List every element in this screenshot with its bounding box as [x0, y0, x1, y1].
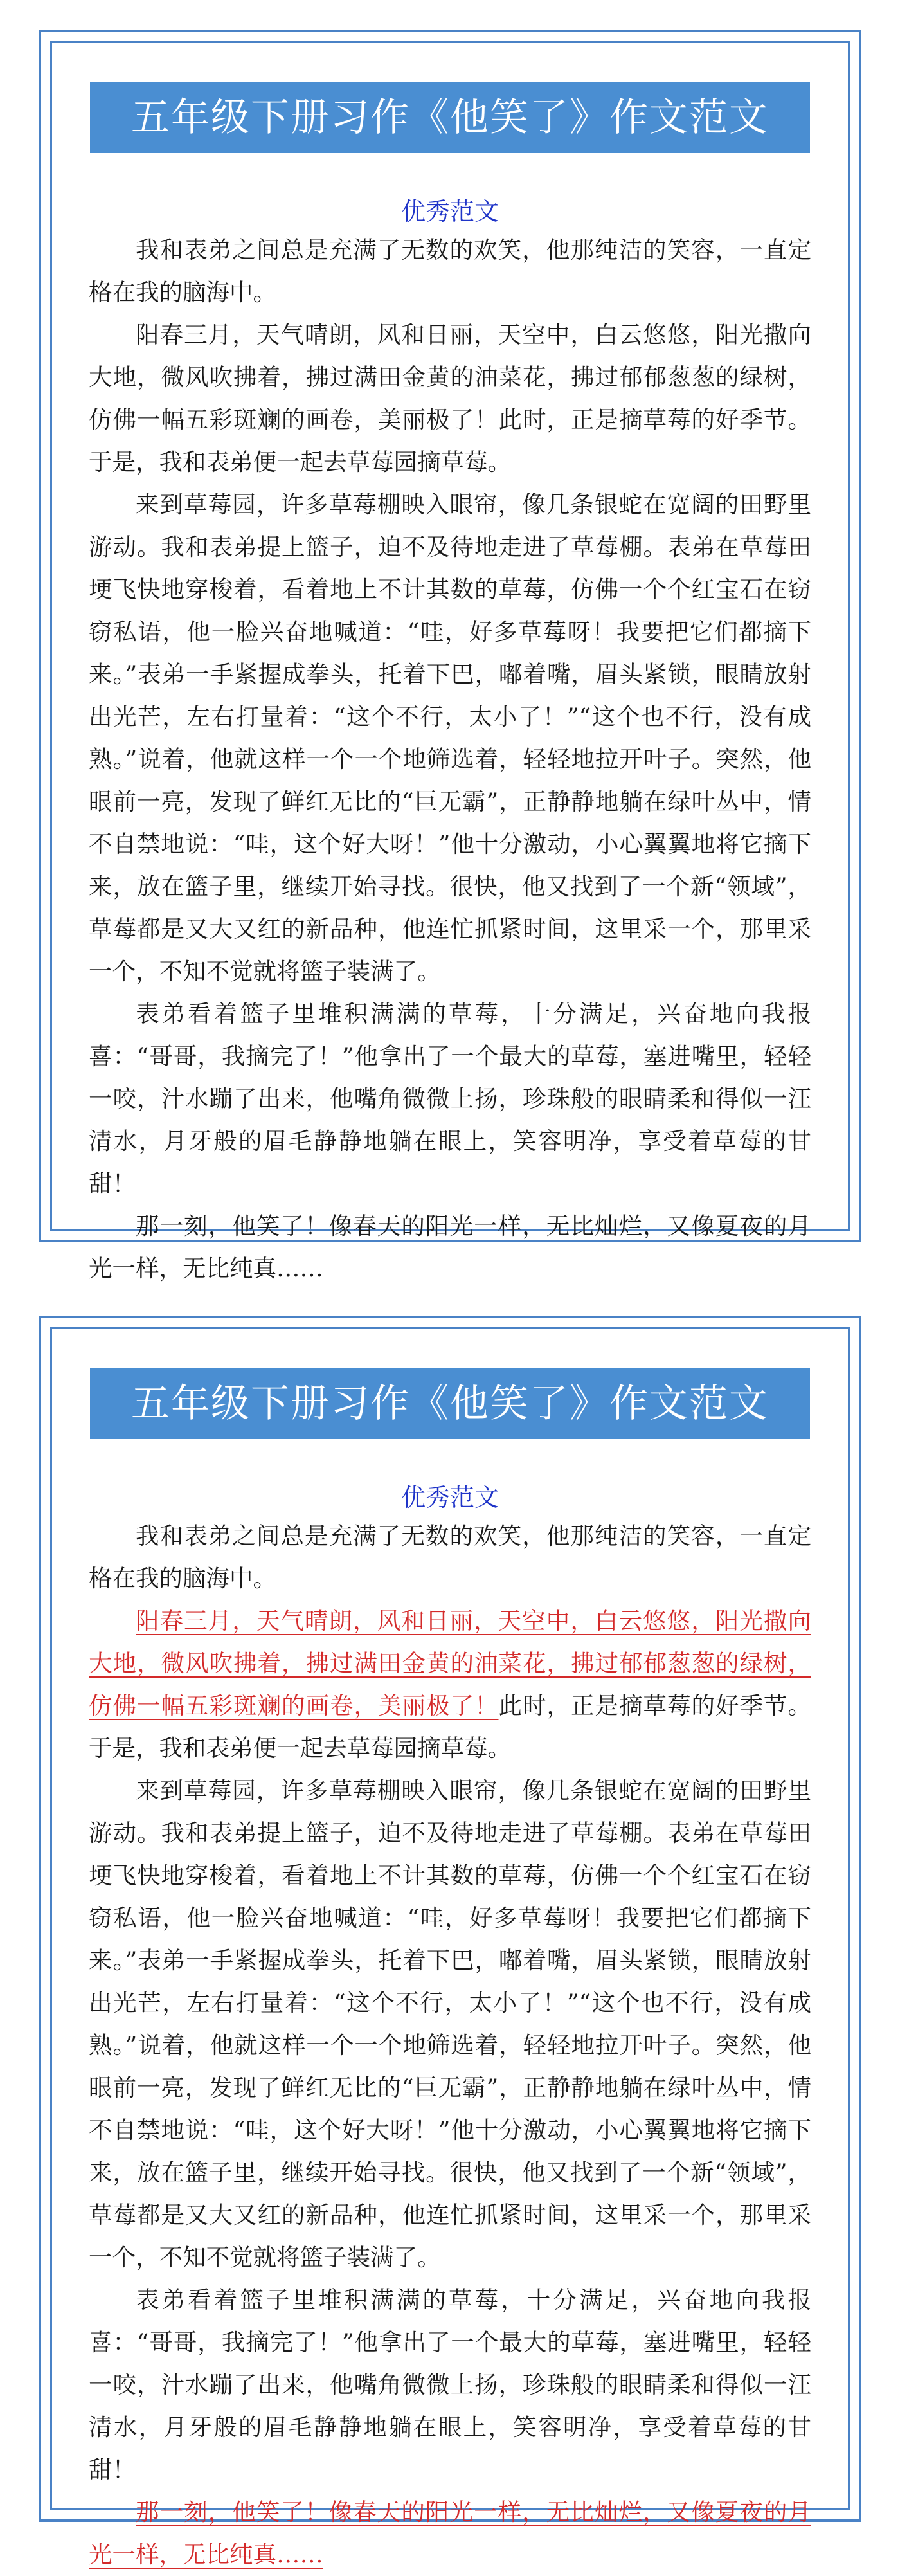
- paragraph-3: 来到草莓园，许多草莓棚映入眼帘，像几条银蛇在宽阔的田野里游动。我和表弟提上篮子，迫不及待地走进了草莓棚。表弟在草莓田埂飞快地穿梭着，看着地上不计其数的草莓，仿佛一个个红宝石在窃窃私语，他一脸兴奋地喊道：“哇，好多草莓呀！我要把它们都摘下来。”表弟一手紧握成拳头，托着下巴，嘟着嘴，眉头紧锁，眼睛放射出光芒，左右打量着：“这个不行，太小了！”“这个也不行，没有成熟。”说着，他就这样一个一个地筛选着，轻轻地拉开叶子。突然，他眼前一亮，发现了鲜红无比的“巨无霸”，正静静地躺在绿叶丛中，情不自禁地说：“哇，这个好大呀！”他十分激动，小心翼翼地将它摘下来，放在篮子里，继续开始寻找。很快，他又找到了一个新“领域”，草莓都是又大又红的新品种，他连忙抓紧时间，这里采一个，那里采一个，不知不觉就将篮子装满了。: [89, 1777, 811, 2271]
- paragraph-5: 那一刻，他笑了！像春天的阳光一样，无比灿烂，又像夏夜的月光一样，无比纯真……: [89, 1212, 811, 1282]
- paragraph-2: 阳春三月，天气晴朗，风和日丽，天空中，白云悠悠，阳光撒向大地，微风吹拂着，拂过满田金黄的油菜花，拂过郁郁葱葱的绿树，仿佛一幅五彩斑斓的画卷，美丽极了！此时，正是摘草莓的好季节。于是，我和表弟便一起去草莓园摘草莓。: [89, 321, 811, 476]
- paragraph-4: 表弟看着篮子里堆积满满的草莓，十分满足，兴奋地向我报喜：“哥哥，我摘完了！”他拿出了一个最大的草莓，塞进嘴里，轻轻一咬，汁水蹦了出来，他嘴角微微上扬，珍珠般的眼睛柔和得似一汪清水，月牙般的眉毛静静地躺在眼上，笑容明净，享受着草莓的甘甜！: [89, 1000, 811, 1197]
- essay-card-original: [39, 30, 861, 1282]
- paragraph-2: [89, 1600, 811, 1770]
- paragraph-3: 来到草莓园，许多草莓棚映入眼帘，像几条银蛇在宽阔的田野里游动。我和表弟提上篮子，迫不及待地走进了草莓棚。表弟在草莓田埂飞快地穿梭着，看着地上不计其数的草莓，仿佛一个个红宝石在窃窃私语，他一脸兴奋地喊道：“哇，好多草莓呀！我要把它们都摘下来。”表弟一手紧握成拳头，托着下巴，嘟着嘴，眉头紧锁，眼睛放射出光芒，左右打量着：“这个不行，太小了！”“这个也不行，没有成熟。”说着，他就这样一个一个地筛选着，轻轻地拉开叶子。突然，他眼前一亮，发现了鲜红无比的“巨无霸”，正静静地躺在绿叶丛中，情不自禁地说：“哇，这个好大呀！”他十分激动，小心翼翼地将它摘下来，放在篮子里，继续开始寻找。很快，他又找到了一个新“领域”，草莓都是又大又红的新品种，他连忙抓紧时间，这里采一个，那里采一个，不知不觉就将篮子装满了。: [89, 491, 811, 985]
- paragraph-1: 我和表弟之间总是充满了无数的欢笑，他那纯洁的笑容，一直定格在我的脑海中。: [89, 1522, 811, 1592]
- subtitle: 优秀范文: [401, 197, 499, 226]
- highlighted-sentence: 阳春三月，天气晴朗，风和日丽，天空中，白云悠悠，阳光撒向大地，微风吹拂着，拂过满田金黄的油菜花，拂过郁郁葱葱的绿树，仿佛一幅五彩斑斓的画卷，美丽极了！: [89, 1607, 811, 1719]
- paragraph-1: 我和表弟之间总是充满了无数的欢笑，他那纯洁的笑容，一直定格在我的脑海中。: [89, 236, 811, 306]
- paragraph-2-rest: 此时，正是摘草莓的好季节。于是，我和表弟便一起去草莓园摘草莓。: [89, 1692, 811, 1762]
- essay-body: [89, 1515, 811, 2576]
- title-banner: 五年级下册习作《他笑了》作文范文: [90, 1368, 810, 1439]
- essay-card-annotated: [39, 1316, 861, 2568]
- paragraph-4: 表弟看着篮子里堆积满满的草莓，十分满足，兴奋地向我报喜：“哥哥，我摘完了！”他拿出了一个最大的草莓，塞进嘴里，轻轻一咬，汁水蹦了出来，他嘴角微微上扬，珍珠般的眼睛柔和得似一汪清水，月牙般的眉毛静静地躺在眼上，笑容明净，享受着草莓的甘甜！: [89, 2286, 811, 2483]
- highlighted-sentence: 那一刻，他笑了！像春天的阳光一样，无比灿烂，又像夏夜的月光一样，无比纯真……: [89, 2498, 811, 2568]
- subtitle: 优秀范文: [401, 1483, 499, 1512]
- paragraph-5: [89, 2491, 811, 2576]
- title-banner: 五年级下册习作《他笑了》作文范文: [90, 82, 810, 153]
- essay-body: [89, 229, 811, 1290]
